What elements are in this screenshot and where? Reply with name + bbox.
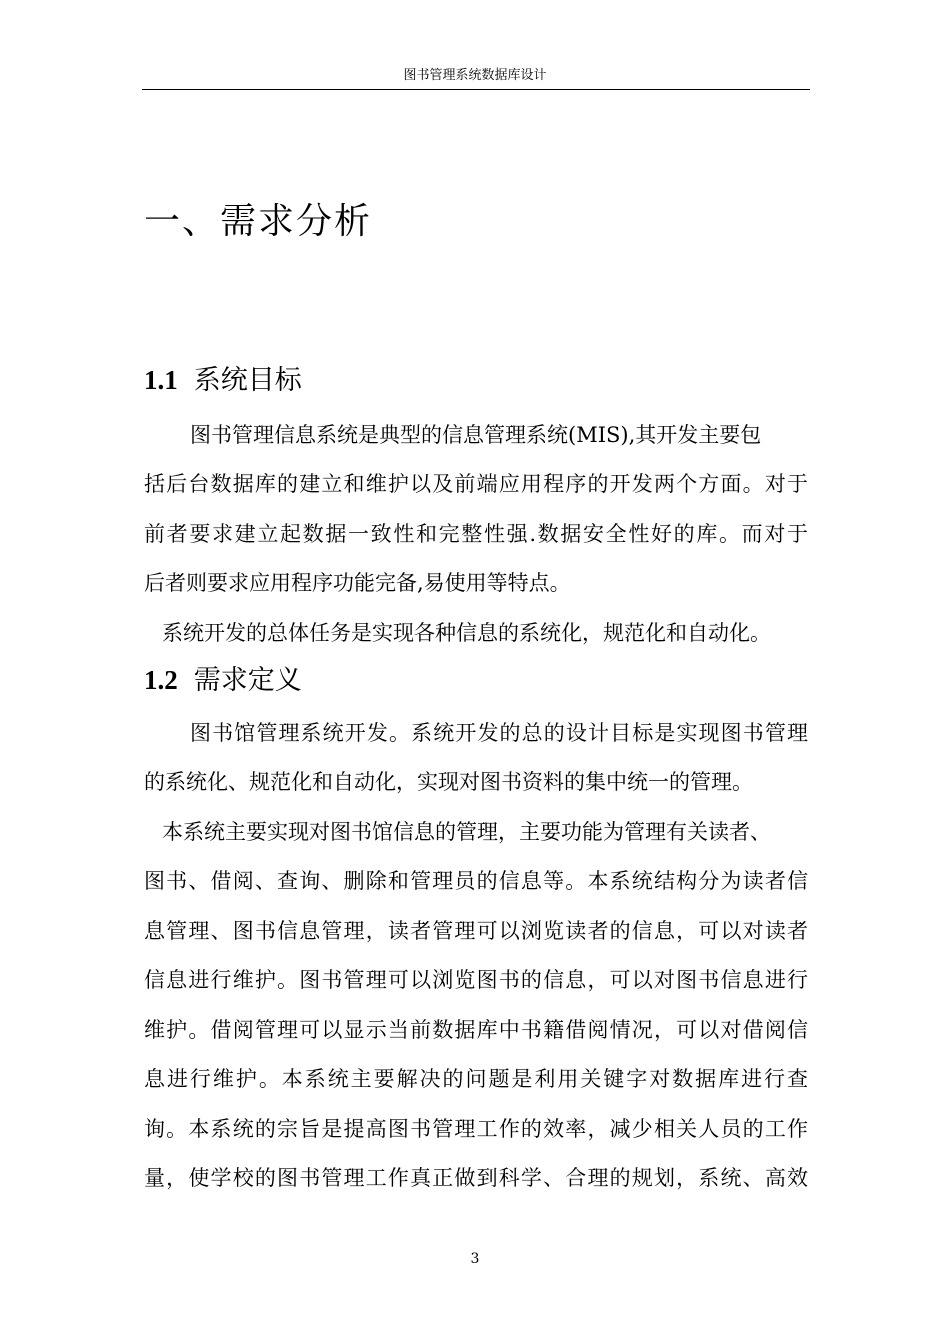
paragraph-line: 量，使学校的图书管理工作真正做到科学、合理的规划，系统、高效	[144, 1166, 808, 1190]
paragraph-line: 的系统化、规范化和自动化，实现对图书资料的集中统一的管理。	[144, 770, 753, 794]
section-heading-1-1	[144, 362, 302, 399]
paragraph-line: 系统开发的总体任务是实现各种信息的系统化，规范化和自动化。	[162, 621, 771, 645]
paragraph-line: 询。本系统的宗旨是提高图书管理工作的效率，减少相关人员的工作	[144, 1117, 808, 1141]
paragraph-line: 后者则要求应用程序功能完备,易使用等特点。	[144, 571, 571, 595]
paragraph-line: 维护。借阅管理可以显示当前数据库中书籍借阅情况，可以对借阅信	[144, 1018, 808, 1042]
paragraph-line: 信息进行维护。图书管理可以浏览图书的信息，可以对图书信息进行	[144, 968, 808, 992]
section-number: 1.2	[144, 665, 178, 695]
paragraph-line: 本系统主要实现对图书馆信息的管理，主要功能为管理有关读者、	[162, 820, 771, 844]
paragraph-line: 图书馆管理系统开发。系统开发的总的设计目标是实现图书管理	[190, 721, 808, 745]
paragraph-line: 括后台数据库的建立和维护以及前端应用程序的开发两个方面。对于	[144, 472, 808, 496]
header-rule	[142, 89, 810, 90]
paragraph-line: 前者要求建立起数据一致性和完整性强.数据安全性好的库。而对于	[144, 522, 808, 546]
page-number: 3	[470, 1251, 480, 1267]
paragraph-line: 息进行维护。本系统主要解决的问题是利用关键字对数据库进行查	[144, 1067, 808, 1091]
section-title: 需求定义	[193, 665, 302, 696]
paragraph-line: 图书管理信息系统是典型的信息管理系统(MIS),其开发主要包	[190, 423, 762, 447]
running-header: 图书管理系统数据库设计	[403, 68, 547, 83]
section-heading-1-2	[144, 662, 302, 699]
section-title: 系统目标	[193, 365, 302, 396]
chapter-title: 一、需求分析	[144, 201, 373, 242]
paragraph-line: 图书、借阅、查询、删除和管理员的信息等。本系统结构分为读者信	[144, 869, 808, 893]
paragraph-line: 息管理、图书信息管理，读者管理可以浏览读者的信息，可以对读者	[144, 919, 808, 943]
section-number: 1.1	[144, 365, 178, 395]
